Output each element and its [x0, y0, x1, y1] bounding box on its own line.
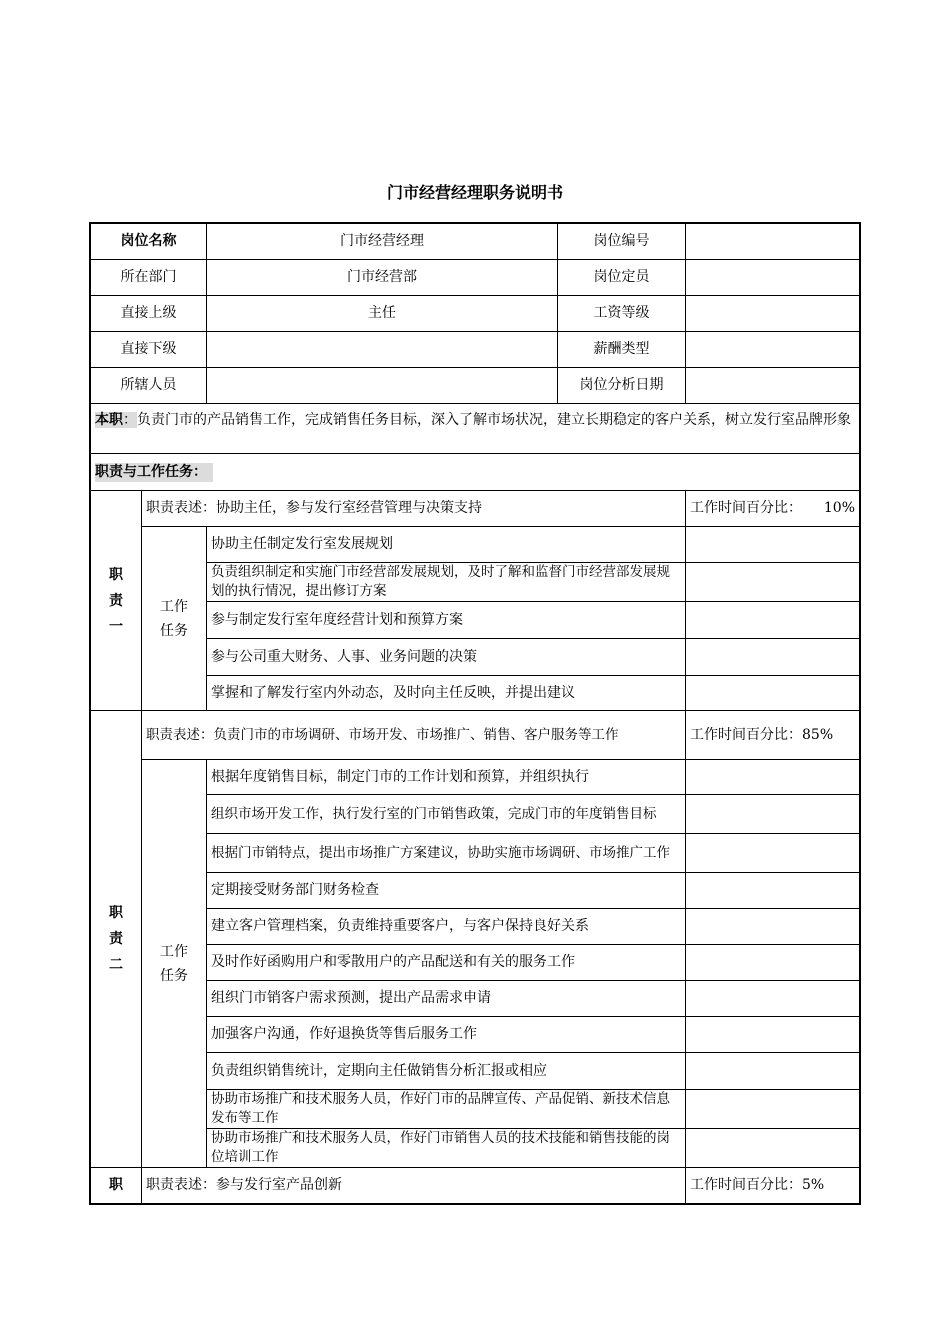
label-direct-subordinate: 直接下级	[90, 331, 207, 368]
value-analysis-date	[685, 367, 860, 404]
label-pay-type: 薪酬类型	[557, 331, 686, 368]
value-direct-superior: 主任	[206, 295, 558, 332]
value-direct-subordinate	[206, 331, 558, 368]
section-header	[90, 453, 860, 491]
section-title: 职责与工作任务：	[95, 463, 213, 482]
label-headcount: 岗位定员	[557, 259, 686, 296]
duty-1-label-text: 职责一	[109, 566, 123, 635]
duty-2-task-note	[685, 908, 860, 945]
value-headcount	[685, 259, 860, 296]
duty-summary-text: 负责门市的产品销售工作，完成销售任务目标，深入了解市场状况，建立长期稳定的客户关系，树立发行室品牌形象	[137, 412, 851, 428]
value-position-name: 门市经营经理	[206, 223, 558, 260]
duty-3-time-label: 工作时间百分比：	[690, 1177, 802, 1193]
duty-2-label	[90, 710, 142, 1168]
duty-2-task-note	[685, 833, 860, 873]
duty-summary-label: 本职	[95, 412, 123, 428]
duty-3-label: 职	[90, 1167, 142, 1204]
value-salary-grade	[685, 295, 860, 332]
duty-2-task-note	[685, 944, 860, 981]
duty-1-task-note	[685, 675, 860, 711]
duty-2-task: 组织门市销客户需求预测，提出产品需求申请	[206, 980, 686, 1017]
duty-1-time-value: 10%	[823, 500, 855, 516]
duty-2-task-note	[685, 1052, 860, 1090]
duty-3-description: 职责表述：参与发行室产品创新	[141, 1167, 686, 1204]
duty-3-time-value: 5%	[802, 1177, 825, 1193]
duty-summary	[90, 403, 860, 454]
duty-2-task-label-text: 工作任务	[160, 943, 188, 984]
duty-2-task: 负责组织销售统计，定期向主任做销售分析汇报或相应	[206, 1052, 686, 1090]
duty-1-task-note	[685, 601, 860, 639]
duty-2-task: 协助市场推广和技术服务人员，作好门市的品牌宣传、产品促销、新技术信息发布等工作	[206, 1089, 686, 1129]
duty-2-task-note	[685, 794, 860, 834]
duty-1-time	[685, 490, 860, 527]
duty-2-task-label	[141, 759, 207, 1168]
duty-1-task-note	[685, 638, 860, 676]
label-salary-grade: 工资等级	[557, 295, 686, 332]
duty-2-task: 加强客户沟通，作好退换货等售后服务工作	[206, 1016, 686, 1053]
duty-1-task: 负责组织制定和实施门市经营部发展规划，及时了解和监督门市经营部发展规划的执行情况，提出修订方案	[206, 562, 686, 602]
label-department: 所在部门	[90, 259, 207, 296]
duty-2-task-note	[685, 759, 860, 795]
duty-2-task: 定期接受财务部门财务检查	[206, 872, 686, 909]
duty-1-task-note	[685, 526, 860, 563]
duty-2-task-note	[685, 1128, 860, 1168]
duty-2-task: 根据年度销售目标，制定门市的工作计划和预算，并组织执行	[206, 759, 686, 795]
duty-2-task: 建立客户管理档案，负责维持重要客户，与客户保持良好关系	[206, 908, 686, 945]
duty-2-label-text: 职责二	[109, 905, 123, 973]
value-pay-type	[685, 331, 860, 368]
value-department: 门市经营部	[206, 259, 558, 296]
page-title: 门市经营经理职务说明书	[386, 183, 563, 202]
label-position-name: 岗位名称	[90, 223, 207, 260]
label-direct-superior: 直接上级	[90, 295, 207, 332]
duty-1-label	[90, 490, 142, 711]
duty-summary-colon: ：	[123, 412, 137, 428]
duty-2-time-label: 工作时间百分比：	[690, 726, 802, 743]
duty-2-task: 组织市场开发工作，执行发行室的门市销售政策，完成门市的年度销售目标	[206, 794, 686, 834]
duty-2-task: 及时作好函购用户和零散用户的产品配送和有关的服务工作	[206, 944, 686, 981]
duty-2-task-note	[685, 872, 860, 909]
duty-1-task: 参与制定发行室年度经营计划和预算方案	[206, 601, 686, 639]
duty-2-task-note	[685, 980, 860, 1017]
duty-3-time	[685, 1167, 860, 1204]
duty-2-task-note	[685, 1089, 860, 1129]
label-analysis-date: 岗位分析日期	[557, 367, 686, 404]
duty-1-task-note	[685, 562, 860, 602]
duty-1-time-label: 工作时间百分比：	[690, 500, 802, 516]
label-position-code: 岗位编号	[557, 223, 686, 260]
duty-2-task-note	[685, 1016, 860, 1053]
label-staff: 所辖人员	[90, 367, 207, 404]
duty-1-description: 职责表述：协助主任，参与发行室经营管理与决策支持	[141, 490, 686, 527]
duty-2-time-value: 85%	[802, 726, 834, 743]
duty-2-time	[685, 710, 860, 760]
value-position-code	[685, 223, 860, 260]
duty-2-task: 协助市场推广和技术服务人员，作好门市销售人员的技术技能和销售技能的岗位培训工作	[206, 1128, 686, 1168]
duty-2-task: 根据门市销特点，提出市场推广方案建议，协助实施市场调研、市场推广工作	[206, 833, 686, 873]
duty-1-task: 协助主任制定发行室发展规划	[206, 526, 686, 563]
duty-1-task: 掌握和了解发行室内外动态，及时向主任反映，并提出建议	[206, 675, 686, 711]
duty-1-task: 参与公司重大财务、人事、业务问题的决策	[206, 638, 686, 676]
duty-1-task-label-text: 工作任务	[160, 598, 188, 639]
value-staff	[206, 367, 558, 404]
duty-2-description: 职责表述：负责门市的市场调研、市场开发、市场推广、销售、客户服务等工作	[141, 710, 686, 760]
duty-1-task-label	[141, 526, 207, 711]
